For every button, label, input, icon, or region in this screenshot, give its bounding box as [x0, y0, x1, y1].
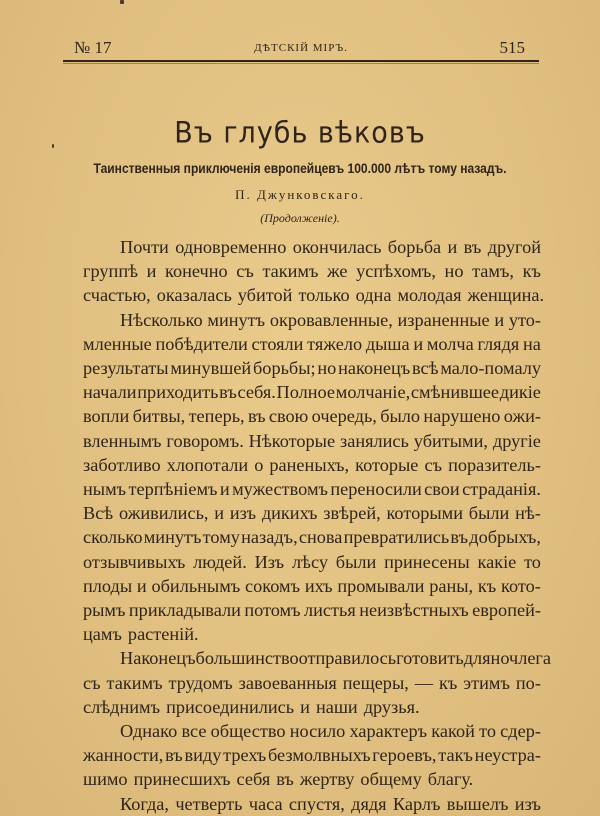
header-rule: [63, 60, 539, 62]
text-line: Когда, четверть часа спустя, дядя Карлъ вышелъ изъ: [120, 793, 541, 814]
text-line: плоды и обильнымъ сокомъ ихъ промывали раны, къ кото-: [83, 575, 541, 596]
text-line: группѣ и конечно съ такимъ же успѣхомъ, но тамъ, къ: [83, 261, 541, 282]
journal-title: ДѢТСКІЙ МІРЪ.: [254, 42, 348, 54]
text-line: нымъ терпѣніемъ и мужествомъ переносили свои страданія.: [83, 479, 541, 500]
text-line: цамъ растеній.: [83, 624, 199, 645]
paragraph: [83, 235, 545, 308]
paragraph: [83, 308, 541, 647]
text-line: вопли битвы, теперь, въ свою очередь, было нарушено ожи-: [83, 406, 541, 427]
article-subtitle: Таинственныя приключенія европейцевъ 100.000 лѣтъ тому назадъ.: [93, 160, 507, 176]
text-line: вленнымъ говоромъ. Нѣкоторые занялись убитыми, другіе: [83, 430, 541, 451]
text-line: съ такимъ трудомъ завоеванныя пещеры, — къ этимъ по-: [83, 672, 541, 693]
page-number: 515: [499, 38, 525, 57]
continuation-note: (Продолженіе).: [260, 211, 340, 225]
header-rule-thin: [63, 63, 539, 64]
text-line: Однако все общество носило характеръ какой то сдер-: [120, 721, 541, 742]
text-line: заботливо хлопотали о раненыхъ, которые съ поразитель-: [83, 454, 541, 475]
text-line: Почти одновременно окончилась борьба и въ другой: [120, 237, 541, 257]
text-line: Всѣ оживились, и изъ дикихъ звѣрей, которыми были нѣ-: [83, 503, 541, 524]
paragraph: [83, 792, 541, 816]
text-line: слѣднимъ присоединились и наши друзья.: [83, 696, 420, 717]
text-line: шимо принесшихъ себя въ жертву общему благу.: [83, 769, 474, 790]
text-line: счастью, оказалась убитой только одна молодая женщина.: [83, 285, 545, 306]
text-line: Нѣсколько минутъ окровавленные, израненные и уто-: [120, 309, 541, 330]
issue-number: № 17: [74, 38, 112, 57]
text-line: результаты минувшей борьбы; но наконецъ всѣ мало-помалу: [83, 358, 541, 379]
text-line: Наконецъ большинство отправилось готовить для ночлега: [120, 648, 552, 669]
text-line: рымъ прикладывали потомъ листья неизвѣстныхъ европей-: [83, 600, 541, 621]
article-author: П. Джунковскаго.: [235, 187, 365, 202]
text-line: начали приходить въ себя. Полное молчаніе, смѣнившее дикіе: [83, 382, 541, 403]
paragraph: [83, 646, 552, 719]
text-line: мленные побѣдители стояли тяжело дыша и молча глядя на: [83, 333, 541, 354]
article-body: [83, 235, 552, 816]
text-line: сколько минутъ тому назадъ, снова превратились въ добрыхъ,: [83, 527, 541, 548]
print-speck: [120, 0, 124, 4]
text-line: отзывчивыхъ людей. Изъ лѣсу были принесены какіе то: [83, 551, 541, 572]
text-line: жанности, въ виду трехъ безмолвныхъ героевъ, такъ неустра-: [83, 745, 541, 766]
paragraph: [83, 719, 541, 792]
article-title: Въ глубь вѣковъ: [174, 116, 426, 151]
running-header: [63, 38, 539, 58]
